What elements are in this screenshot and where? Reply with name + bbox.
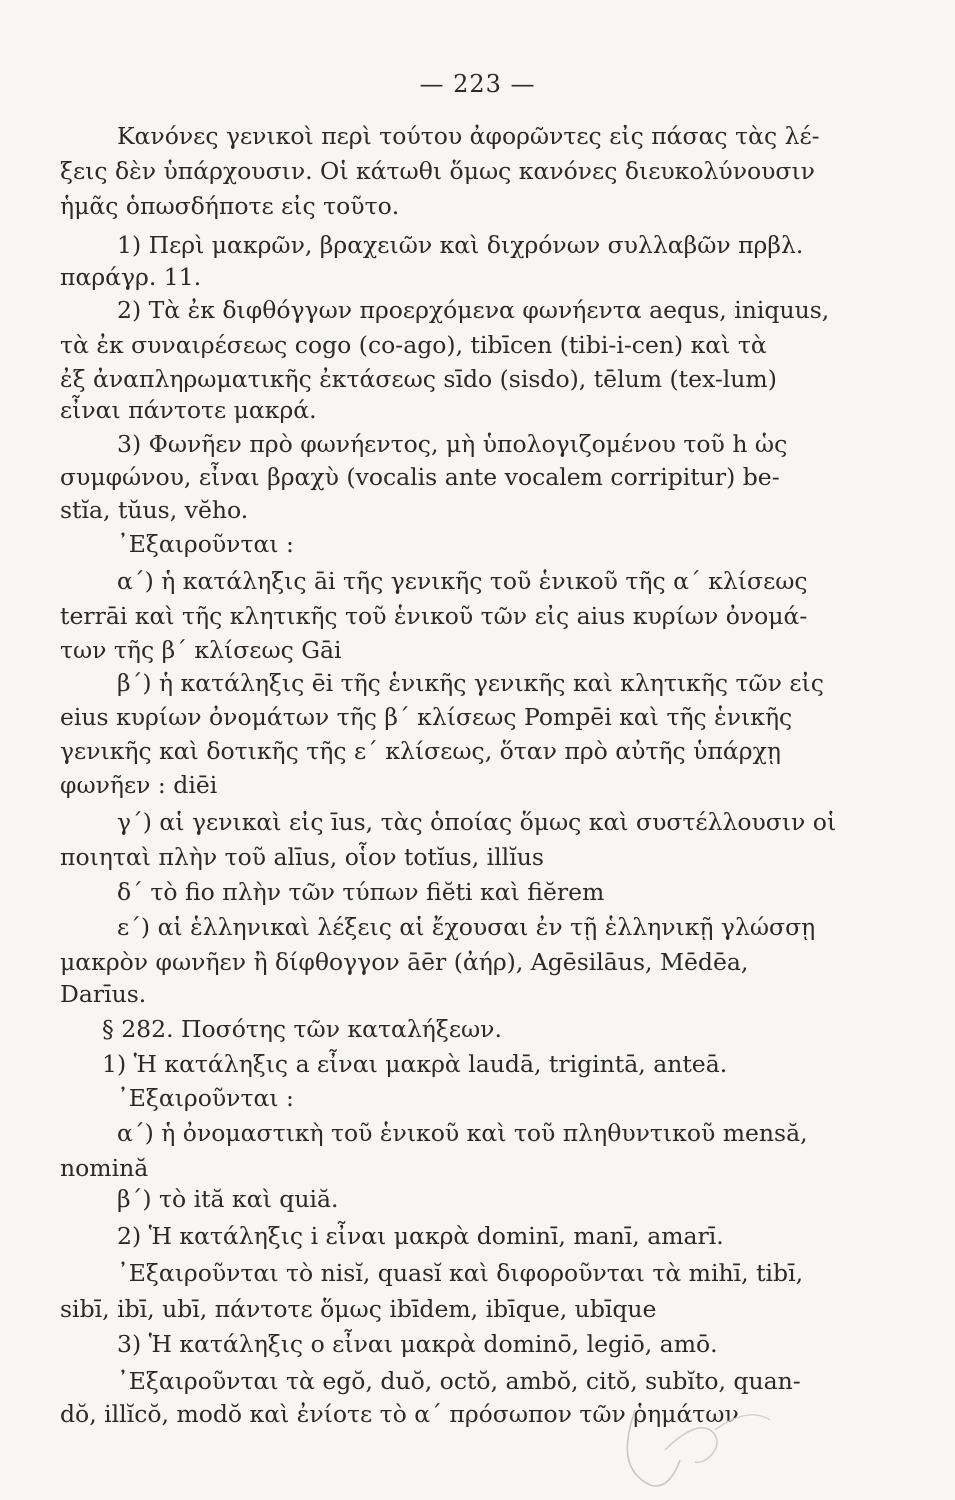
text-line-1: Κανόνες γενικοὶ περὶ τούτου ἀφορῶντες εἰς πάσας τὰς λέ-	[117, 122, 820, 150]
text-line-10: 3) Φωνῆεν πρὸ φωνήεντος, μὴ ὑπολογιζομένου τοῦ h ὡς	[117, 430, 788, 458]
text-line-22: ποιηταὶ πλὴν τοῦ alīus, οἷον totĭus, illĭus	[60, 843, 544, 871]
text-line-7: τὰ ἐκ συναιρέσεως cogo (co-ago), tibīcen (tibi-i-cen) καὶ τὰ	[60, 331, 767, 359]
text-line-18: eius κυρίων ὀνομάτων τῆς β΄ κλίσεως Pompēi καὶ τῆς ἑνικῆς	[60, 703, 793, 731]
text-line-12: stĭa, tŭus, vĕho.	[60, 496, 249, 524]
text-line-24: ε΄) αἱ ἑλληνικαὶ λέξεις αἱ ἔχουσαι ἐν τῇ ἑλληνικῇ γλώσσῃ	[117, 913, 816, 941]
text-line-29: ᾿Εξαιροῦνται :	[117, 1084, 294, 1112]
text-line-9: εἶναι πάντοτε μακρά.	[60, 396, 317, 424]
page-number: — 223 —	[419, 70, 536, 98]
text-line-5: παράγρ. 11.	[60, 263, 202, 291]
text-line-16: των τῆς β΄ κλίσεως Gāi	[60, 636, 342, 664]
text-line-13: ᾿Εξαιροῦνται :	[117, 530, 294, 558]
text-line-30: α΄) ἡ ὀνομαστικὴ τοῦ ἑνικοῦ καὶ τοῦ πληθυντικοῦ mensă,	[117, 1119, 808, 1147]
text-line-34: ᾿Εξαιροῦνται τὸ nisĭ, quasĭ καὶ διφοροῦνται τὰ mihī, tibī,	[117, 1259, 804, 1287]
text-line-36: 3) Ἡ κατάληξις o εἶναι μακρὰ dominō, legiō, amō.	[117, 1330, 718, 1358]
text-line-25: μακρὸν φωνῆεν ἢ δίφθογγον āēr (ἀήρ), Agēsilāus, Mēdēa,	[60, 948, 749, 976]
text-line-8: ἐξ ἀναπληρωματικῆς ἐκτάσεως sīdo (sisdo), tēlum (tex-lum)	[60, 365, 777, 393]
text-line-4: 1) Περὶ μακρῶν, βραχειῶν καὶ διχρόνων συλλαβῶν πρβλ.	[117, 231, 804, 259]
text-line-35: sibī, ibī, ubī, πάντοτε ὅμως ibīdem, ibīque, ubīque	[60, 1295, 657, 1323]
text-line-11: συμφώνου, εἶναι βραχὺ (vocalis ante vocalem corripitur) be-	[60, 463, 780, 491]
text-line-14: α΄) ἡ κατάληξις āi τῆς γενικῆς τοῦ ἑνικοῦ τῆς α΄ κλίσεως	[117, 567, 808, 595]
text-line-28: 1) Ἡ κατάληξις a εἶναι μακρὰ laudā, trigintā, anteā.	[102, 1050, 728, 1078]
text-line-19: γενικῆς καὶ δοτικῆς τῆς ε΄ κλίσεως, ὅταν πρὸ αὐτῆς ὑπάρχῃ	[60, 737, 781, 765]
text-line-20: φωνῆεν : diēi	[60, 771, 218, 799]
text-line-33: 2) Ἡ κατάληξις i εἶναι μακρὰ dominī, manī, amarī.	[117, 1222, 724, 1250]
text-line-2: ξεις δὲν ὑπάρχουσιν. Οἱ κάτωθι ὅμως κανόνες διευκολύνουσιν	[60, 157, 815, 185]
section-heading: § 282. Ποσότης τῶν καταλήξεων.	[102, 1015, 502, 1043]
text-line-26: Darīus.	[60, 980, 147, 1008]
text-line-38: dŏ, illĭcŏ, modŏ καὶ ἐνίοτε τὸ α΄ πρόσωπον τῶν ῥημάτων	[60, 1400, 739, 1428]
text-line-21: γ΄) αἱ γενικαὶ εἰς īus, τὰς ὁποίας ὅμως καὶ συστέλλουσιν οἱ	[117, 808, 837, 836]
text-line-6: 2) Τὰ ἐκ διφθόγγων προερχόμενα φωνήεντα aequs, iniquus,	[117, 296, 830, 324]
text-line-15: terrāi καὶ τῆς κλητικῆς τοῦ ἑνικοῦ τῶν εἰς aius κυρίων ὀνομά-	[60, 602, 808, 630]
text-line-37: ᾿Εξαιροῦνται τὰ egŏ, duŏ, octŏ, ambŏ, citŏ, subĭto, quan-	[117, 1367, 801, 1395]
text-line-32: β΄) τὸ ită καὶ quiă.	[117, 1185, 339, 1213]
text-line-31: nomină	[60, 1154, 149, 1182]
text-line-23: δ΄ τὸ fio πλὴν τῶν τύπων fiĕti καὶ fiĕrem	[117, 878, 605, 906]
handwritten-signature	[595, 1390, 795, 1500]
text-line-3: ἡμᾶς ὁπωσδήποτε εἰς τοῦτο.	[60, 192, 400, 220]
text-line-17: β΄) ἡ κατάληξις ēi τῆς ἑνικῆς γενικῆς καὶ κλητικῆς τῶν εἰς	[117, 669, 824, 697]
